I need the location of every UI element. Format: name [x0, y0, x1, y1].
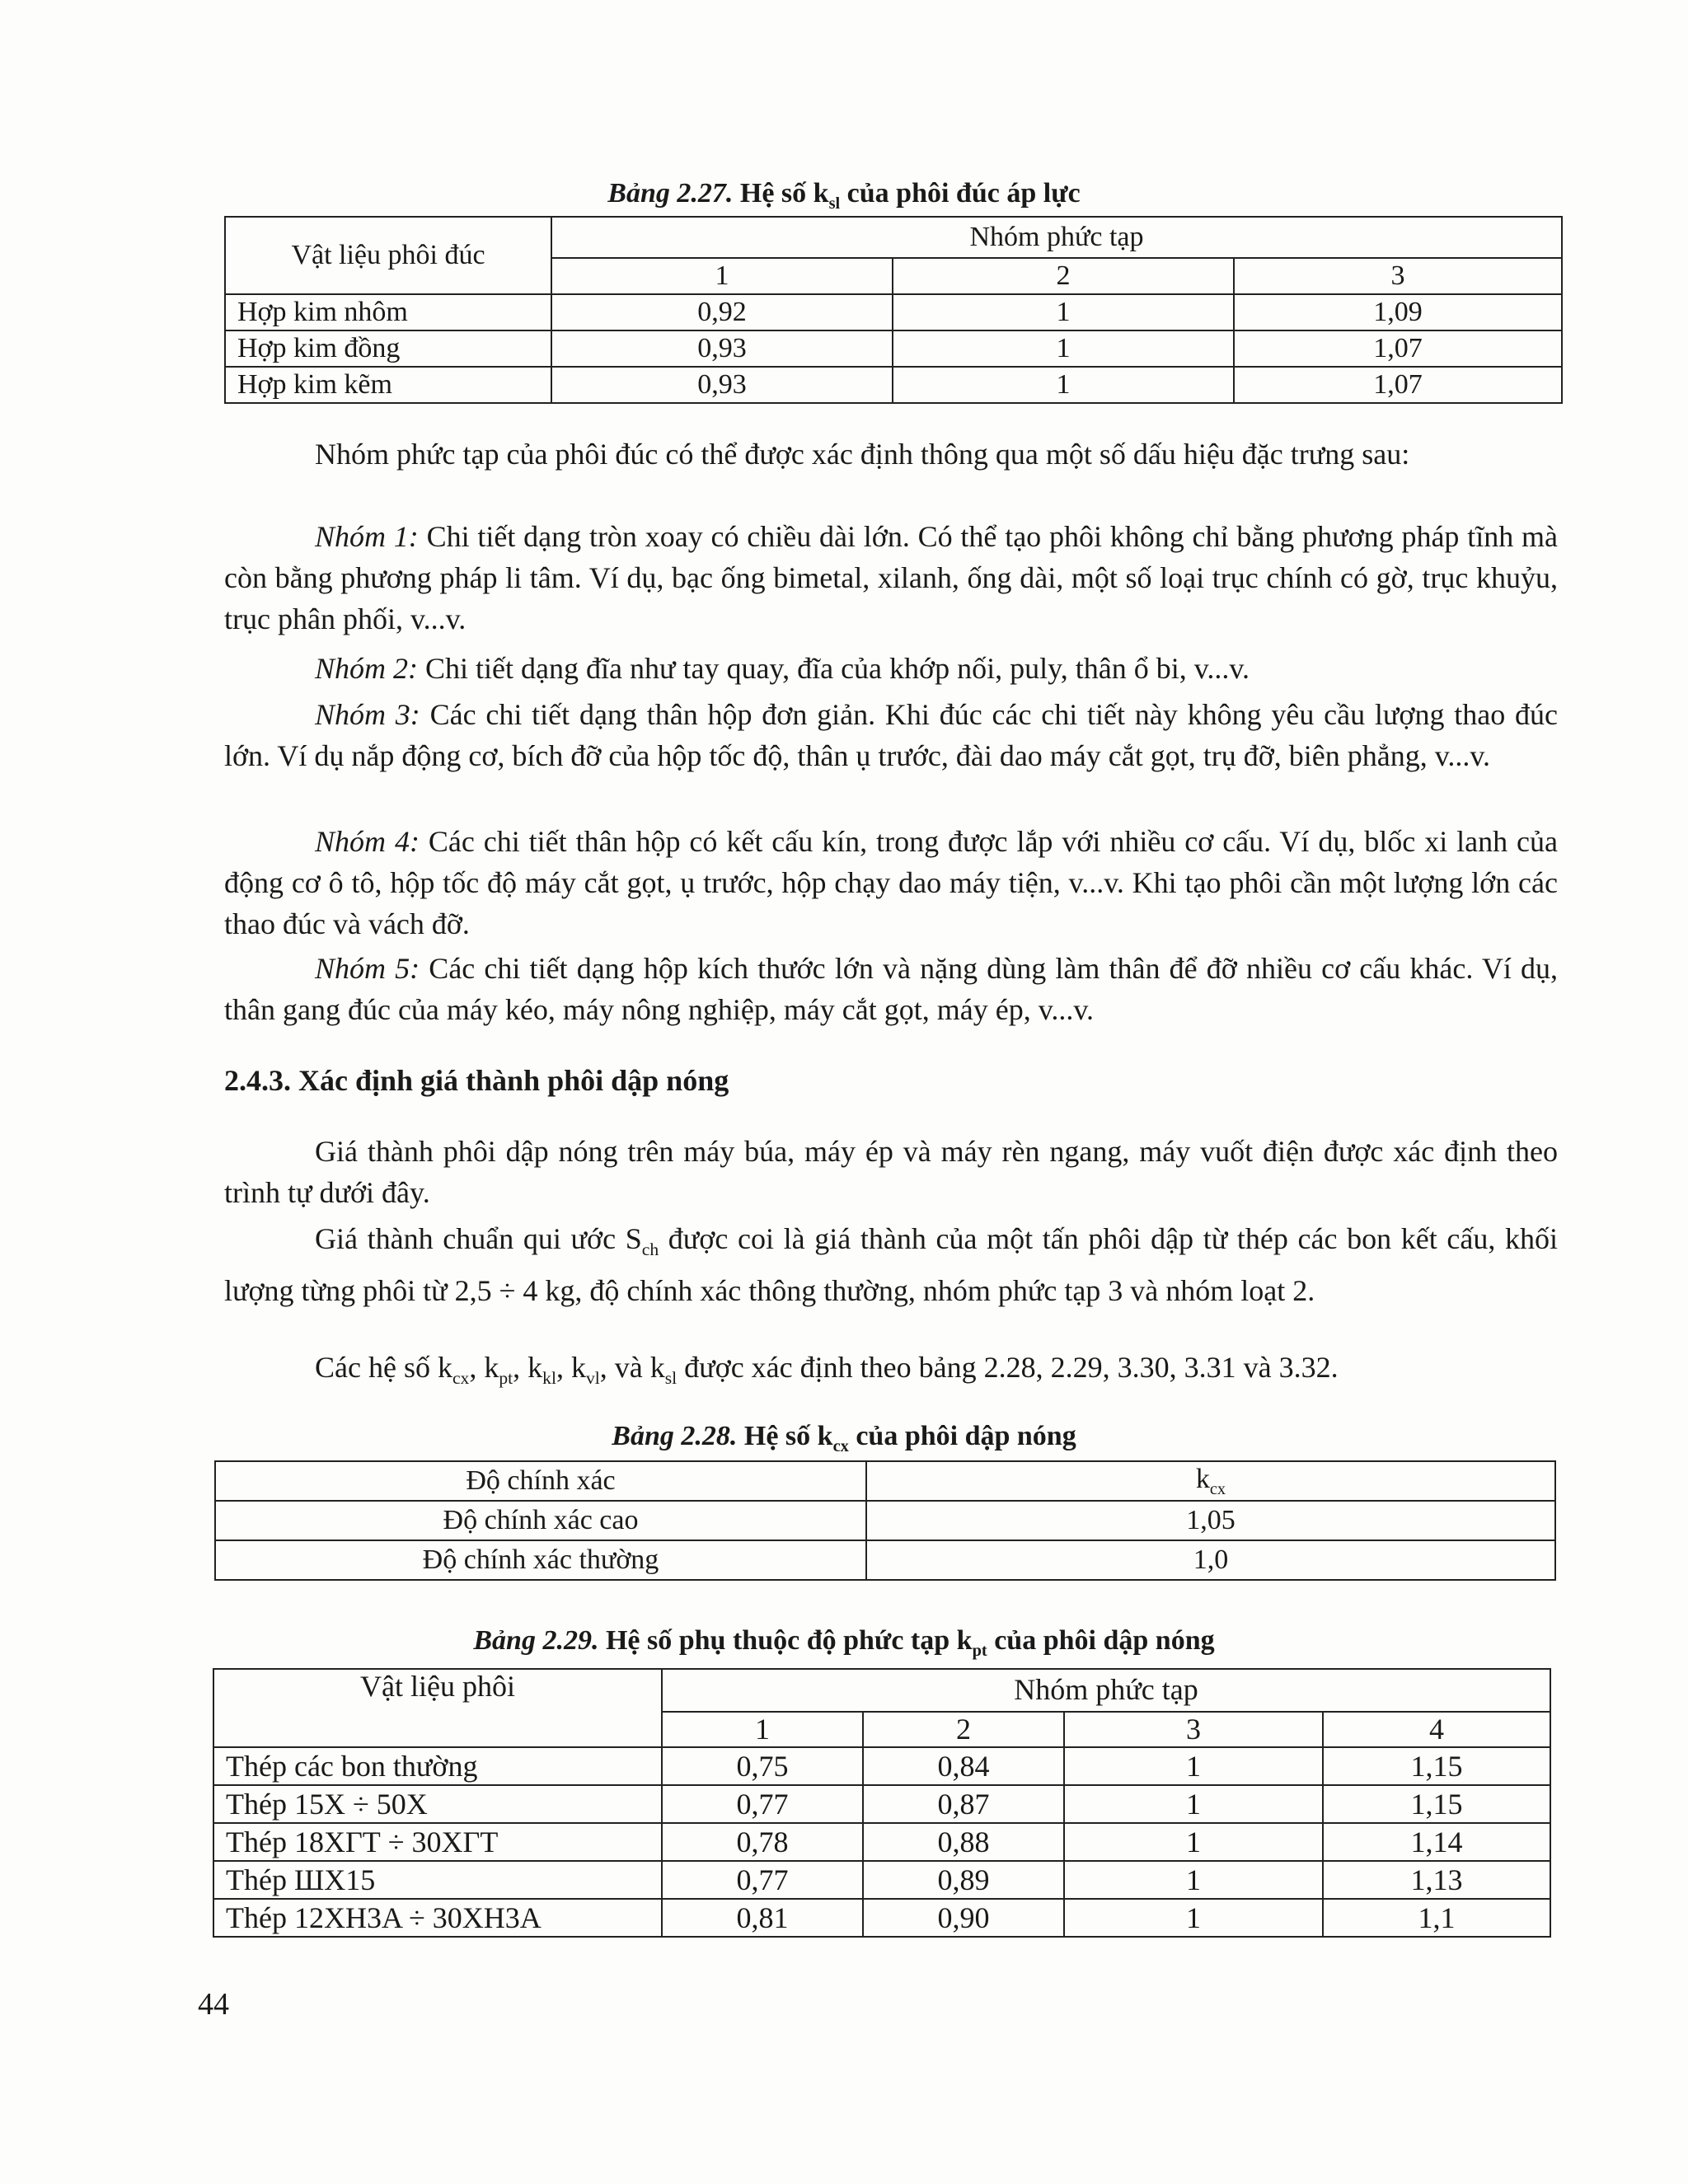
- cost-paragraph-3: [224, 1347, 1558, 1399]
- cell-value: 1: [1064, 1747, 1323, 1785]
- paragraph-text: , k: [469, 1351, 499, 1384]
- cell-value: 0,90: [863, 1899, 1064, 1937]
- row-material: Thép ШX15: [213, 1861, 662, 1899]
- table-2-29-caption: [0, 1625, 1688, 1661]
- table-row: [215, 1501, 1555, 1540]
- cell-value: 0,84: [863, 1747, 1064, 1785]
- header-material: Vật liệu phôi đúc: [225, 217, 551, 294]
- row-material: Hợp kim kẽm: [225, 367, 551, 403]
- row-accuracy: Độ chính xác cao: [215, 1501, 866, 1540]
- paragraph-text: , k: [556, 1351, 586, 1384]
- cell-value: 0,92: [551, 294, 893, 330]
- group-label: Nhóm 3:: [315, 698, 420, 731]
- cell-value: 0,87: [863, 1785, 1064, 1823]
- table-row: [213, 1823, 1550, 1861]
- paragraph-text: , k: [513, 1351, 543, 1384]
- group-2-paragraph: [224, 648, 1558, 689]
- row-material: Thép 12XH3A ÷ 30XH3A: [213, 1899, 662, 1937]
- cell-value: 0,93: [551, 330, 893, 367]
- caption-text: Hệ số phụ thuộc độ phức tạp k: [605, 1625, 973, 1656]
- caption-text: Hệ số k: [739, 178, 829, 209]
- header-subscript: cx: [1209, 1479, 1226, 1498]
- subscript: sl: [664, 1368, 678, 1389]
- cell-value: 1,13: [1323, 1861, 1550, 1899]
- caption-subscript: pt: [972, 1641, 987, 1660]
- table-2-28-caption: [0, 1421, 1688, 1456]
- paragraph-text-end: được coi là giá thành của một tấn phôi dập từ thép các bon kết cấu, khối lượng từng phôi từ 2,5 ÷ 4 kg, độ chính xác thông thường, nhóm phức tạp 3 và nhóm loạt 2.: [224, 1222, 1559, 1308]
- cell-value: 1,05: [866, 1501, 1555, 1540]
- cost-paragraph-1: [224, 1131, 1558, 1213]
- caption-text-end: của phôi dập nóng: [987, 1625, 1215, 1656]
- cell-value: 1: [893, 330, 1234, 367]
- table-row: [225, 367, 1562, 403]
- header-group: Nhóm phức tạp: [662, 1669, 1550, 1712]
- page-number: 44: [198, 1987, 229, 2022]
- group-3: 3: [1234, 258, 1562, 294]
- cell-value: 1,07: [1234, 330, 1562, 367]
- group-label: Nhóm 4:: [315, 825, 420, 858]
- subscript: ch: [641, 1240, 659, 1260]
- caption-label: Bảng 2.28.: [612, 1421, 738, 1451]
- group-4-paragraph: [224, 821, 1558, 944]
- cell-value: 0,93: [551, 367, 893, 403]
- row-material: Thép các bon thường: [213, 1747, 662, 1785]
- paragraph-text: , và k: [599, 1351, 665, 1384]
- header-group: Nhóm phức tạp: [551, 217, 1562, 258]
- row-material: Thép 15X ÷ 50X: [213, 1785, 662, 1823]
- cell-value: 1,15: [1323, 1747, 1550, 1785]
- cell-value: 1: [1064, 1823, 1323, 1861]
- group-3-paragraph: [224, 694, 1558, 776]
- group-5-paragraph: [224, 948, 1558, 1030]
- caption-text: Hệ số k: [743, 1421, 833, 1451]
- cell-value: 0,77: [662, 1785, 863, 1823]
- group-text: Các chi tiết dạng thân hộp đơn giản. Khi đúc các chi tiết này không yêu cầu lượng thao đúc lớn. Ví dụ nắp động cơ, bích đỡ của hộp tốc độ, thân ụ trước, đài dao máy cắt gọt, trụ đỡ, biên phẳng, v...v.: [224, 698, 1559, 772]
- cell-value: 0,78: [662, 1823, 863, 1861]
- table-row: [213, 1899, 1550, 1937]
- paragraph-text: Giá thành phôi dập nóng trên máy búa, máy ép và máy rèn ngang, máy vuốt điện được xác định theo trình tự dưới đây.: [224, 1135, 1558, 1209]
- caption-text-end: của phôi dập nóng: [848, 1421, 1076, 1451]
- cell-value: 1,0: [866, 1540, 1555, 1580]
- group-label: Nhóm 2:: [315, 652, 418, 685]
- cell-value: 1,1: [1323, 1899, 1550, 1937]
- cell-value: 1: [893, 367, 1234, 403]
- subscript: cx: [452, 1368, 470, 1389]
- paragraph-text: Các hệ số k: [315, 1351, 452, 1384]
- cost-paragraph-2: [224, 1218, 1558, 1311]
- table-row: [225, 330, 1562, 367]
- group-1-paragraph: [224, 516, 1558, 640]
- row-material: Thép 18XГТ ÷ 30XГТ: [213, 1823, 662, 1861]
- section-heading: 2.4.3. Xác định giá thành phôi dập nóng: [224, 1064, 729, 1097]
- table-row: [213, 1861, 1550, 1899]
- cell-value: 0,88: [863, 1823, 1064, 1861]
- caption-label: Bảng 2.27.: [607, 178, 734, 209]
- table-row: [213, 1785, 1550, 1823]
- cell-value: 1,09: [1234, 294, 1562, 330]
- cell-value: 0,89: [863, 1861, 1064, 1899]
- caption-subscript: cx: [832, 1436, 849, 1455]
- cell-value: 1: [1064, 1785, 1323, 1823]
- group-1: 1: [662, 1712, 863, 1747]
- cell-value: 1: [1064, 1899, 1323, 1937]
- cell-value: 1: [893, 294, 1234, 330]
- cell-value: 1: [1064, 1861, 1323, 1899]
- caption-label: Bảng 2.29.: [473, 1625, 599, 1656]
- paragraph-text: được xác định theo bảng 2.28, 2.29, 3.30, 3.31 và 3.32.: [677, 1351, 1339, 1384]
- group-4: 4: [1323, 1712, 1550, 1747]
- group-text: Chi tiết dạng tròn xoay có chiều dài lớn. Có thể tạo phôi không chỉ bằng phương pháp tĩnh mà còn bằng phương pháp li tâm. Ví dụ, bạc ống bimetal, xilanh, ống dài, một số loại trục chính có gờ, trục khuỷu, trục phân phối, v...v.: [224, 520, 1558, 635]
- cell-value: 1,07: [1234, 367, 1562, 403]
- cell-value: 1,14: [1323, 1823, 1550, 1861]
- cell-value: 0,77: [662, 1861, 863, 1899]
- group-text: Chi tiết dạng đĩa như tay quay, đĩa của khớp nối, puly, thân ổ bi, v...v.: [418, 652, 1250, 685]
- table-2-27: [224, 216, 1563, 404]
- table-2-27-caption: [0, 178, 1688, 213]
- cell-value: 0,75: [662, 1747, 863, 1785]
- group-text: Các chi tiết thân hộp có kết cấu kín, trong được lắp với nhiều cơ cấu. Ví dụ, blốc xi lanh của động cơ ô tô, hộp tốc độ máy cắt gọt, ụ trước, hộp chạy dao máy tiện, v...v. Khi tạo phôi cần một lượng lớn các thao đúc và vách đỡ.: [224, 825, 1559, 940]
- group-1: 1: [551, 258, 893, 294]
- caption-subscript: sl: [828, 194, 841, 213]
- table-2-29: [213, 1668, 1551, 1938]
- paragraph-text: Giá thành chuẩn qui ước S: [315, 1222, 642, 1255]
- row-material: Hợp kim nhôm: [225, 294, 551, 330]
- group-3: 3: [1064, 1712, 1323, 1747]
- subscript: vl: [585, 1368, 600, 1389]
- subscript: kl: [542, 1368, 556, 1389]
- table-row: [225, 294, 1562, 330]
- group-2: 2: [863, 1712, 1064, 1747]
- row-material: Hợp kim đồng: [225, 330, 551, 367]
- header-material: Vật liệu phôi: [213, 1669, 662, 1747]
- cell-value: 0,81: [662, 1899, 863, 1937]
- cell-value: 1,15: [1323, 1785, 1550, 1823]
- group-2: 2: [893, 258, 1234, 294]
- row-accuracy: Độ chính xác thường: [215, 1540, 866, 1580]
- header-accuracy: Độ chính xác: [215, 1461, 866, 1501]
- intro-paragraph: [224, 434, 1558, 475]
- table-2-28: [214, 1460, 1556, 1581]
- header-k: k: [1195, 1463, 1210, 1494]
- header-kcx: [866, 1461, 1555, 1501]
- group-text: Các chi tiết dạng hộp kích thước lớn và nặng dùng làm thân để đỡ nhiều cơ cấu khác. Ví dụ, thân gang đúc của máy kéo, máy nông nghiệp, máy cắt gọt, máy ép, v...v.: [224, 952, 1559, 1026]
- table-row: [215, 1540, 1555, 1580]
- group-label: Nhóm 5:: [315, 952, 420, 985]
- intro-text: Nhóm phức tạp của phôi đúc có thể được xác định thông qua một số dấu hiệu đặc trưng sau:: [315, 438, 1410, 471]
- caption-text-end: của phôi đúc áp lực: [840, 178, 1081, 209]
- table-row: [213, 1747, 1550, 1785]
- subscript: pt: [499, 1368, 513, 1389]
- group-label: Nhóm 1:: [315, 520, 419, 553]
